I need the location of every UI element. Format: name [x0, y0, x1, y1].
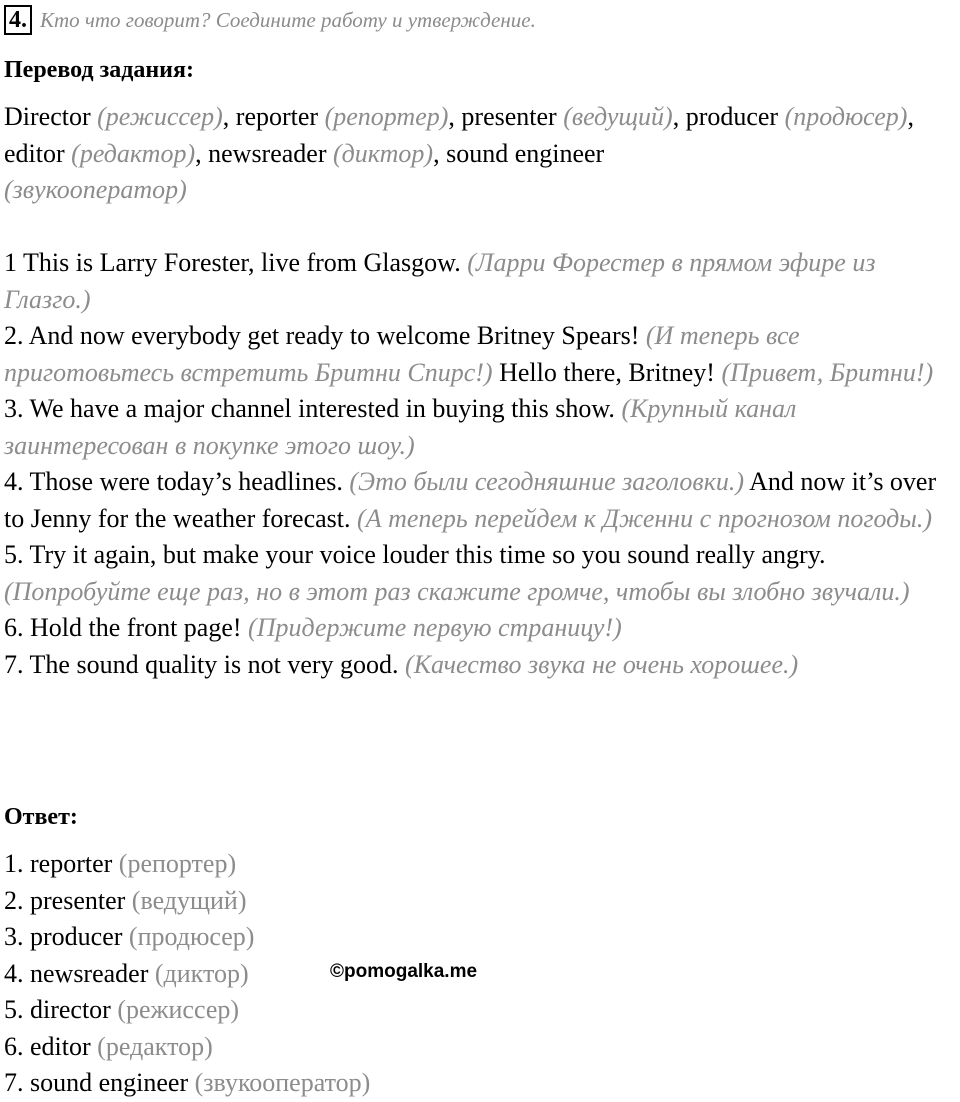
- role-separator: ,: [448, 102, 462, 131]
- answer-item: [4, 1065, 604, 1102]
- answer-item: [4, 919, 604, 956]
- statement-en: 4. Those were today’s headlines.: [4, 467, 343, 496]
- role-en: presenter: [461, 102, 557, 131]
- answer-item: [4, 883, 604, 920]
- task-prompt: Кто что говорит? Соедините работу и утверждение.: [40, 7, 536, 32]
- answer-en: presenter: [30, 885, 126, 915]
- statement-ru: (И теперь все приготовьтесь встретить Бритни Спирс!): [4, 321, 800, 387]
- task-number: 4.: [4, 5, 32, 35]
- role-en: newsreader: [208, 138, 327, 168]
- answer-number: 3.: [4, 922, 24, 951]
- answer-en: reporter: [30, 849, 113, 878]
- statement-ru: (Ларри Форестер в прямом эфире из Глазго.): [4, 248, 876, 314]
- role-ru: (ведущий): [563, 102, 673, 131]
- answer-item: [4, 956, 604, 993]
- statement: [4, 391, 954, 464]
- role-ru: (звукооператор): [4, 175, 187, 204]
- answer-number: 1.: [4, 849, 24, 878]
- statement: [4, 647, 954, 684]
- task-header: [4, 4, 536, 36]
- answers-list: [4, 846, 604, 1102]
- watermark: ©pomogalka.me: [330, 961, 478, 982]
- statement: [4, 537, 954, 610]
- statement-ru: (Крупный канал заинтересован в покупке этого шоу.): [4, 394, 797, 460]
- answer-item: [4, 846, 604, 883]
- statement: [4, 318, 954, 391]
- statement-en: Hello there, Britney!: [499, 357, 715, 387]
- statement-en: 1 This is Larry Forester, live from Glasgow.: [4, 248, 461, 277]
- statement-ru: (А теперь перейдем к Дженни с прогнозом погоды.): [357, 503, 933, 533]
- role-separator: ,: [195, 138, 209, 168]
- answer-ru: (звукооператор): [194, 1068, 371, 1097]
- answer-number: 4.: [4, 958, 24, 988]
- answer-number: 5.: [4, 995, 24, 1024]
- role-en: Director: [4, 102, 91, 131]
- statement: [4, 610, 954, 647]
- answer-ru: (режиссер): [117, 995, 240, 1024]
- answer-number: 6.: [4, 1031, 24, 1061]
- statement: [4, 245, 954, 318]
- role-ru: (репортер): [324, 102, 449, 131]
- role-separator: ,: [433, 138, 447, 168]
- answer-ru: (ведущий): [131, 885, 247, 915]
- answer-item: [4, 992, 604, 1029]
- role-en: sound engineer: [446, 138, 605, 168]
- statement-en: And now it’s over to Jenny for the weather forecast.: [4, 467, 937, 533]
- statement-en: 7. The sound quality is not very good.: [4, 649, 399, 679]
- role-ru: (режиссер): [97, 102, 223, 131]
- roles-list: [4, 99, 954, 209]
- statement-ru: (Придержите первую страницу!): [248, 613, 622, 642]
- role-ru: (продюсер): [784, 102, 908, 131]
- answer-ru: (редактор): [97, 1031, 213, 1061]
- answer-ru: (диктор): [154, 958, 249, 988]
- statement-en: 5. Try it again, but make your voice louder this time so you sound really angry.: [4, 540, 826, 569]
- answer-ru: (репортер): [118, 849, 237, 878]
- statement-ru: (Качество звука не очень хорошее.): [405, 649, 799, 679]
- role-separator: ,: [907, 102, 914, 131]
- answer-ru: (продюсер): [128, 922, 255, 951]
- role-en: producer: [685, 102, 779, 131]
- answer-number: 7.: [4, 1068, 24, 1097]
- role-separator: ,: [672, 102, 686, 131]
- translation-title: Перевод задания:: [4, 57, 194, 83]
- role-en: editor: [4, 138, 65, 168]
- answer-en: sound engineer: [30, 1068, 189, 1097]
- statement-en: 3. We have a major channel interested in buying this show.: [4, 394, 615, 423]
- statements-list: [4, 245, 954, 683]
- statement-en: 2. And now everybody get ready to welcome Britney Spears!: [4, 321, 640, 350]
- answer-item: [4, 1029, 604, 1066]
- statement-ru: (Попробуйте еще раз, но в этот раз скажите громче, чтобы вы злобно звучали.): [4, 576, 910, 606]
- statement-ru: (Это были сегодняшние заголовки.): [349, 467, 745, 496]
- role-ru: (редактор): [71, 138, 196, 168]
- answer-title: Ответ:: [4, 804, 78, 830]
- statement-ru: (Привет, Бритни!): [721, 357, 934, 387]
- role-en: reporter: [235, 102, 319, 131]
- answer-en: editor: [30, 1031, 91, 1061]
- statement-en: 6. Hold the front page!: [4, 613, 242, 642]
- role-ru: (диктор): [333, 138, 434, 168]
- role-separator: ,: [222, 102, 236, 131]
- answer-en: producer: [30, 922, 123, 951]
- answer-en: director: [30, 995, 111, 1024]
- statement: [4, 464, 954, 537]
- answer-number: 2.: [4, 885, 24, 915]
- answer-en: newsreader: [30, 958, 149, 988]
